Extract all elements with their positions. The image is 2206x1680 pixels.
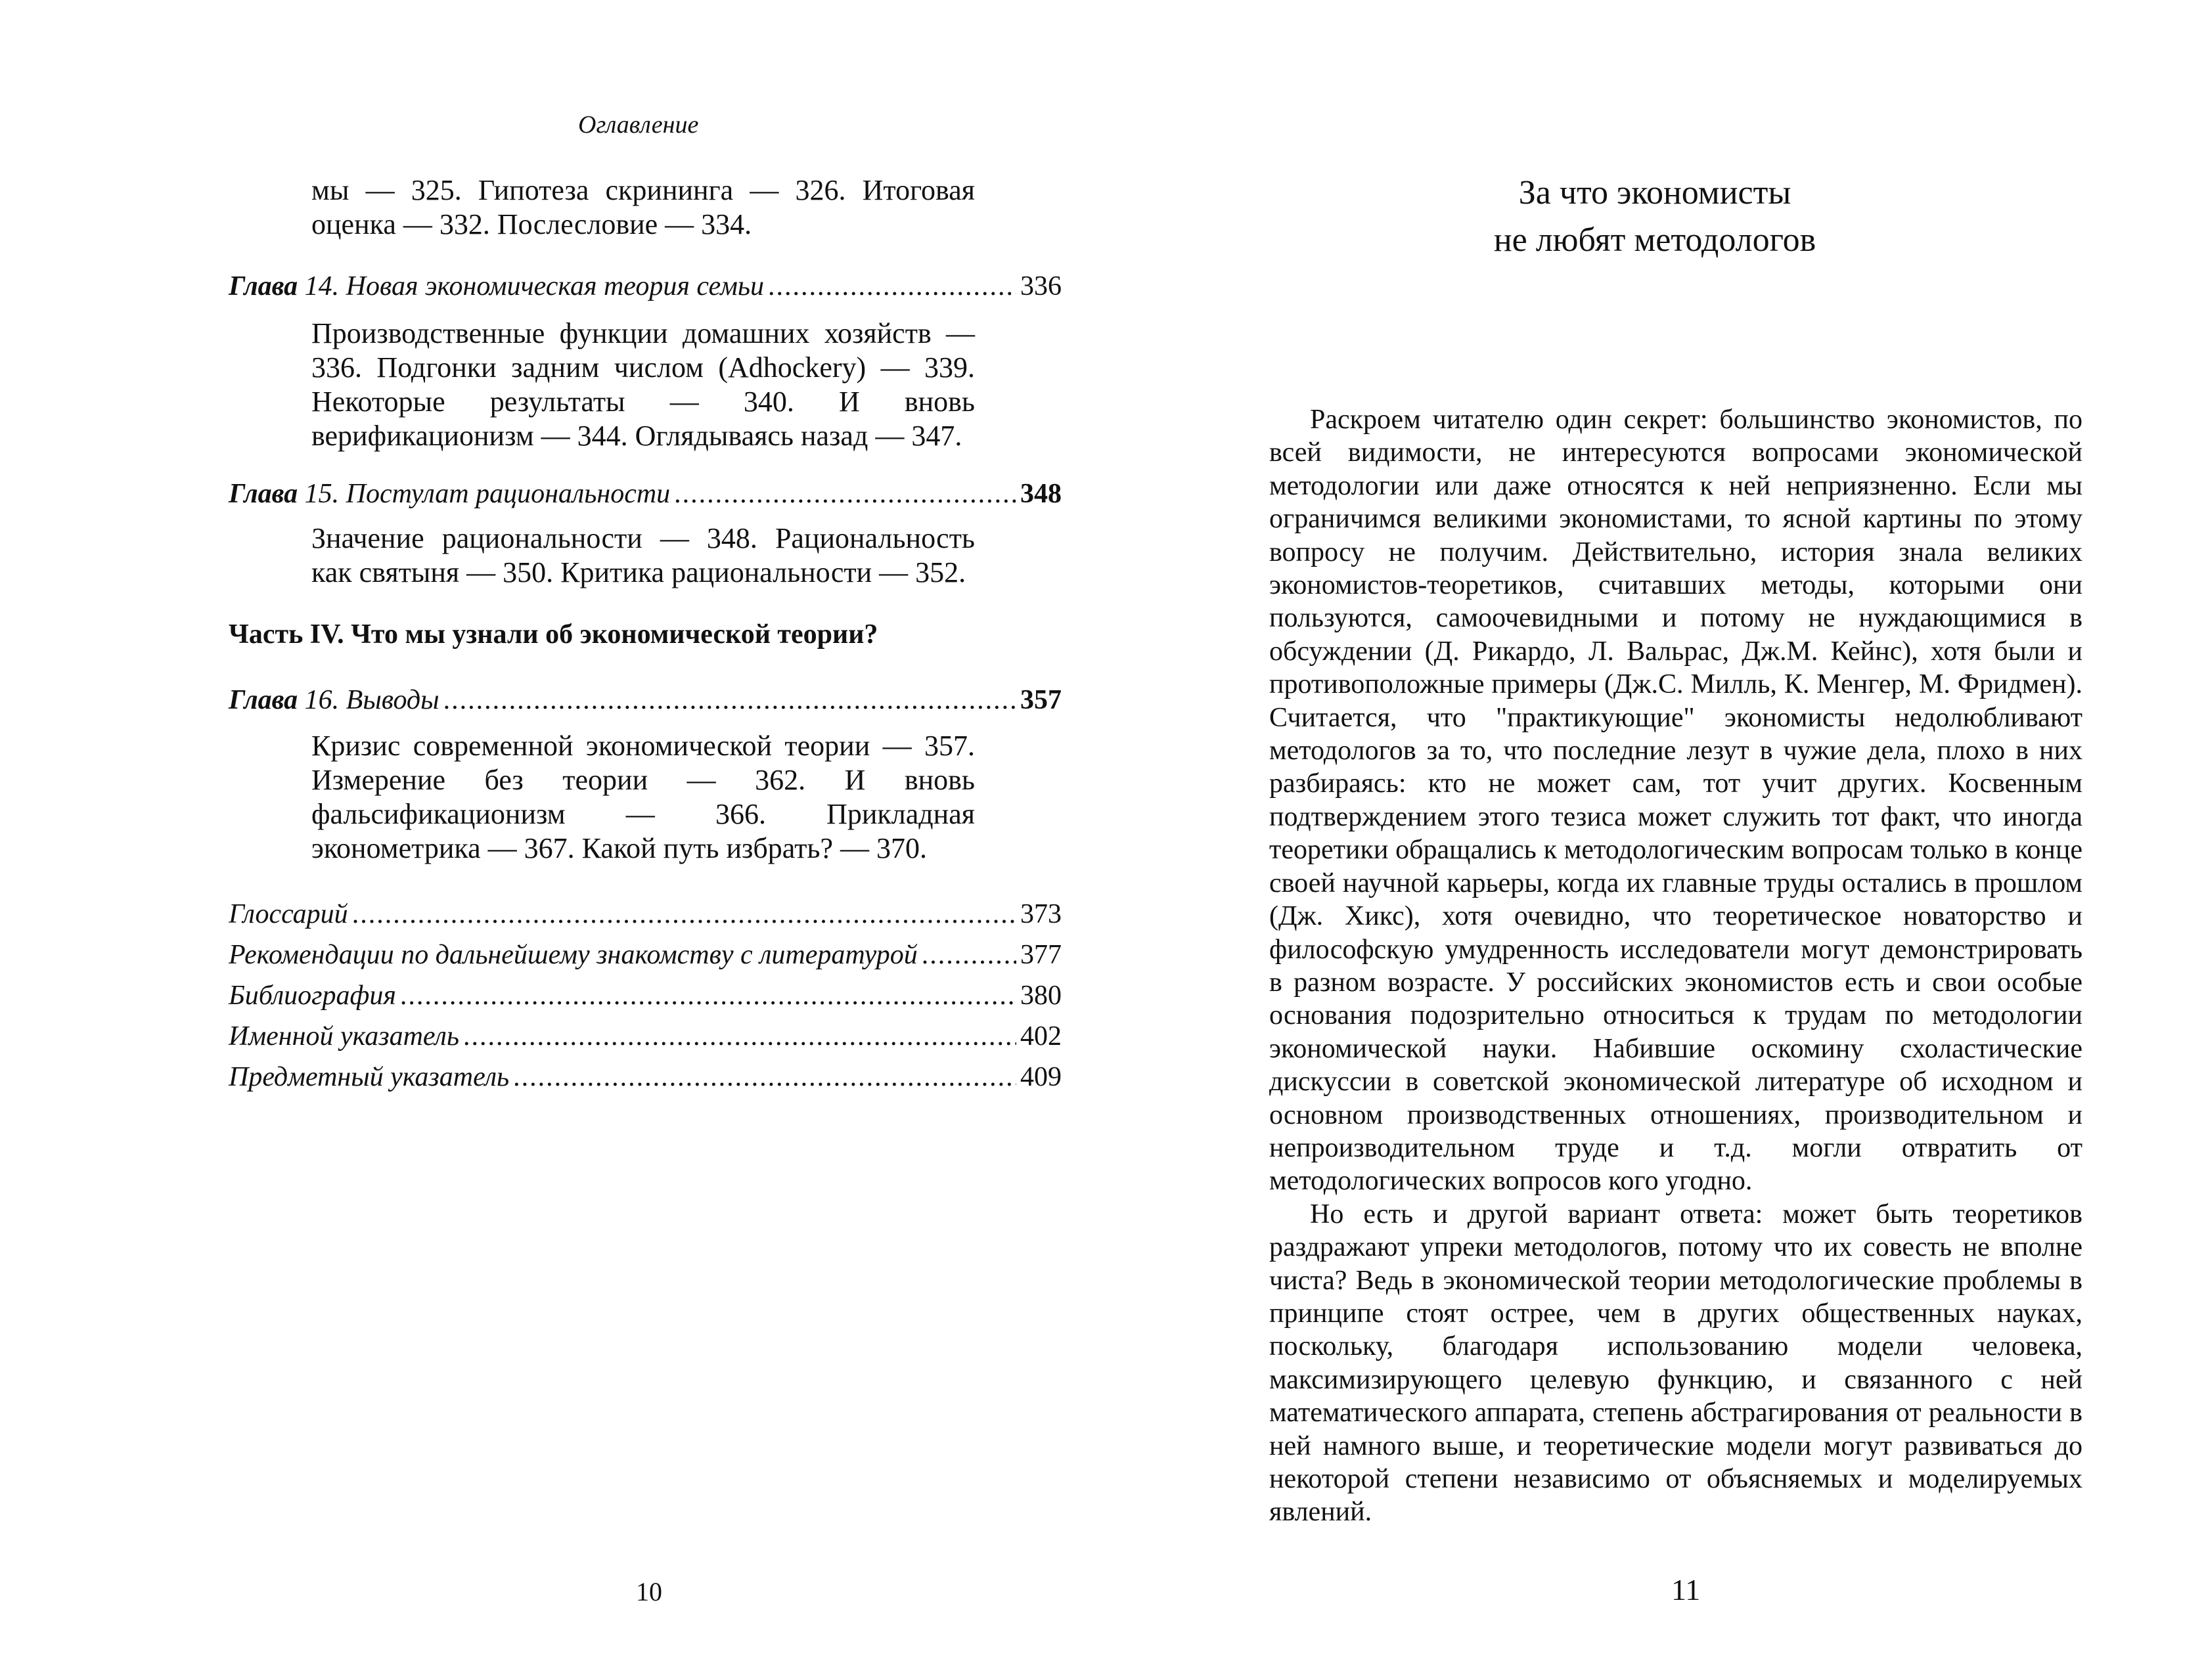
toc-entry-label: Глава 16. Выводы (229, 685, 439, 715)
page-number: 10 (636, 1577, 662, 1606)
toc-entry-page: 402 (1020, 1021, 1062, 1051)
leader-dots (768, 269, 1016, 303)
leader-dots (463, 1019, 1016, 1053)
chapter-14-sections: Производственные функции домашних хозяйств — 336. Подгонки задним числом (Adhockery) — 339. Некоторые результаты — 340. И вновь верификационизм — 344. Оглядываясь назад — 347. (311, 317, 975, 452)
article-body (1269, 403, 2082, 1529)
toc-entry-label: Глава 15. Постулат рациональности (229, 479, 671, 509)
paragraph: Но есть и другой вариант ответа: может быть теоретиков раздражают упреки методологов, потому что их совесть не вполне чиста? Ведь в экономической теории методологические проблемы в принципе стоят острее, чем в других общественных науках, поскольку, благодаря использованию модели человека, максимизирующего целевую функцию, и связанного с ней математического аппарата, степень абстрагирования от реальности в ней намного выше, и теоретические модели могут развиваться до некоторой степени независимо от объясняемых и моделируемых явлений. (1269, 1199, 2082, 1528)
toc-entry-page: 409 (1020, 1062, 1062, 1092)
article-title (1104, 169, 2206, 264)
toc-entry-page: 348 (1020, 479, 1062, 509)
toc-entry-page: 336 (1020, 271, 1062, 301)
leader-dots (352, 897, 1016, 931)
continuation-text: мы — 325. Гипотеза скрининга — 326. Итоговая оценка — 332. Послесловие — 334. (311, 174, 975, 240)
toc-entry-page: 380 (1020, 981, 1062, 1011)
toc-entry-page: 377 (1020, 940, 1062, 970)
leader-dots (513, 1060, 1016, 1094)
toc-entry-subject-index[interactable] (229, 1060, 1062, 1094)
toc-entry-chapter-16[interactable] (229, 683, 1062, 717)
toc-entry-label: Глоссарий (229, 899, 348, 929)
toc-entry-page: 357 (1020, 685, 1062, 715)
chapter-15-sections: Значение рациональности — 348. Рациональность как святыня — 350. Критика рациональности — 352. (311, 522, 975, 588)
part-title: Часть IV. Что мы узнали об экономической теории? (229, 619, 878, 650)
toc-entry-label: Библиография (229, 981, 396, 1011)
toc-entry-label: Глава 14. Новая экономическая теория семьи (229, 271, 765, 301)
leader-dots (443, 683, 1016, 717)
article-title-line-1: За что экономисты (1518, 174, 1791, 211)
toc-entry-glossary[interactable] (229, 897, 1062, 931)
toc-entry-name-index[interactable] (229, 1019, 1062, 1053)
toc-entry-label: Именной указатель (229, 1021, 459, 1051)
leader-dots (400, 979, 1016, 1013)
leader-dots (922, 938, 1016, 972)
running-head: Оглавление (578, 111, 699, 139)
toc-entry-chapter-14[interactable] (229, 269, 1062, 303)
toc-entry-chapter-15[interactable] (229, 477, 1062, 511)
leader-dots (674, 477, 1016, 511)
right-page (1104, 0, 2206, 1680)
toc-entry-bibliography[interactable] (229, 979, 1062, 1013)
toc-entry-label: Рекомендации по дальнейшему знакомству с литературой (229, 940, 918, 970)
page-number: 11 (1671, 1573, 1701, 1606)
chapter-16-sections: Кризис современной экономической теории — 357. Измерение без теории — 362. И вновь фальсификационизм — 366. Прикладная эконометрика — 367. Какой путь избрать? — 370. (311, 730, 975, 864)
toc-entry-page: 373 (1020, 899, 1062, 929)
paragraph: Раскроем читателю один секрет: большинство экономистов, по всей видимости, не интересуются вопросами экономической методологии или даже относятся к ней неприязненно. Если мы ограничимся великими экономистами, то ясной картины по этому вопросу не получим. Действительно, история знала великих экономистов-теоретиков, считавших методы, которыми они пользуются, самоочевидными и потому не нуждающимися в обсуждении (Д. Рикардо, Л. Вальрас, Дж.М. Кейнс), хотя были и противоположные примеры (Дж.С. Милль, К. Менгер, М. Фридмен). Считается, что "практикующие" экономисты недолюбливают методологов за то, что последние лезут в чужие дела, плохо в них разбираясь: кто не может сам, тот учит других. Косвенным подтверждением этого тезиса может служить тот факт, что иногда теоретики обращались к методологическим вопросам только в конце своей научной карьеры, когда их главные труды остались в прошлом (Дж. Хикс), хотя очевидно, что теоретическое новаторство и философскую умудренность исследователи могут демонстрировать в разном возрасте. У российских экономистов есть и свои особые основания подозрительно относиться к трудам по методологии экономической науки. Набившие оскомину схоластические дискуссии в советской экономической литературе об исходном и основном производственных отношениях, производительном и непроизводительном труде и т.д. могли отвратить от методологических вопросов кого угодно. (1269, 405, 2082, 1197)
article-title-line-2: не любят методологов (1493, 221, 1816, 259)
toc-entry-recommendations[interactable] (229, 938, 1062, 972)
toc-entry-label: Предметный указатель (229, 1062, 510, 1092)
